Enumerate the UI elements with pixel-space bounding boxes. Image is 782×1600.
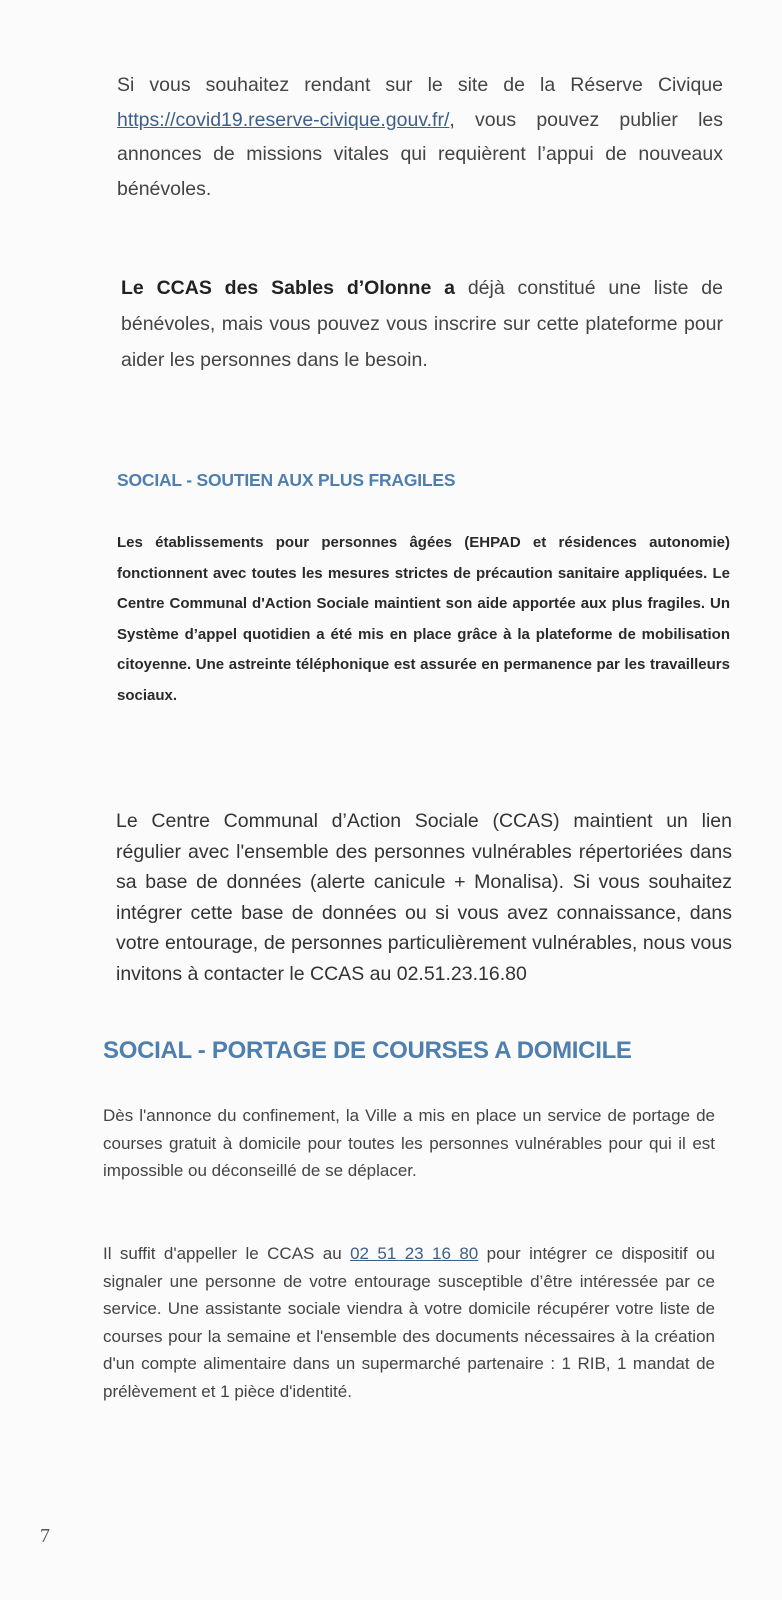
reserve-civique-text	[117, 68, 723, 206]
heading-soutien-fragiles: SOCIAL - SOUTIEN AUX PLUS FRAGILES	[117, 470, 456, 490]
reserve-civique-text-after: , vous pouvez publier les annonces de missions vitales qui requièrent l’appui de nouveaux bénévoles.	[117, 108, 723, 200]
reserve-civique-link[interactable]: https://covid19.reserve-civique.gouv.fr/	[117, 108, 450, 131]
courses-call-text	[103, 1240, 715, 1405]
page-number: 7	[40, 1525, 50, 1547]
fragiles-text: Les établissements pour personnes âgées (EHPAD et résidences autonomie) fonctionnent avec toutes les mesures strictes de précaution sanitaire appliquées. Le Centre Communal d'Action Sociale maintient son aide apportée aux plus fragiles. Un Système d’appel quotidien a été mis en place grâce à la plateforme de mobilisation citoyenne. Une astreinte téléphonique est assurée en permanence par les travailleurs sociaux.	[117, 534, 730, 704]
reserve-civique-text-before: Si vous souhaitez rendant sur le site de la Réserve Civique	[117, 74, 723, 96]
courses-intro-text: Dès l'annonce du confinement, la Ville a mis en place un service de portage de courses gratuit à domicile pour toutes les personnes vulnérables pour qui il est impossible ou déconseillé de se déplacer.	[103, 1106, 715, 1180]
fragiles-paragraph	[117, 528, 730, 711]
courses-call-after: pour intégrer ce dispositif ou signaler une personne de votre entourage susceptible d’être intéressée par ce service. Une assistante sociale viendra à votre domicile récupérer votre liste de courses pour la semaine et l'ensemble des documents nécessaires à la création d'un compte alimentaire dans un supermarché partenaire : 1 RIB, 1 mandat de prélèvement et 1 pièce d'identité.	[103, 1244, 715, 1401]
ccas-volunteers-text	[121, 270, 723, 378]
courses-call-paragraph	[103, 1240, 715, 1405]
courses-call-before: Il suffit d'appeller le CCAS au	[103, 1244, 351, 1263]
ccas-phone-link[interactable]: 02 51 23 16 80	[350, 1244, 479, 1263]
reserve-civique-paragraph	[117, 68, 723, 206]
courses-intro-paragraph	[103, 1102, 715, 1185]
ccas-volunteers-bold: Le CCAS des Sables d’Olonne a	[121, 277, 455, 299]
ccas-lien-paragraph	[116, 806, 732, 989]
heading-portage-courses: SOCIAL - PORTAGE DE COURSES A DOMICILE	[103, 1037, 632, 1064]
ccas-lien-text: Le Centre Communal d’Action Sociale (CCAS) maintient un lien régulier avec l'ensemble des personnes vulnérables répertoriées dans sa base de données (alerte canicule + Monalisa). Si vous souhaitez intégrer cette base de données ou si vous avez connaissance, dans votre entourage, de personnes particulièrement vulnérables, nous vous invitons à contacter le CCAS au 02.51.23.16.80	[116, 810, 732, 985]
ccas-volunteers-rest: déjà constitué une liste de bénévoles, mais vous pouvez vous inscrire sur cette plateforme pour aider les personnes dans le besoin.	[121, 277, 723, 371]
ccas-volunteers-paragraph	[121, 270, 723, 378]
